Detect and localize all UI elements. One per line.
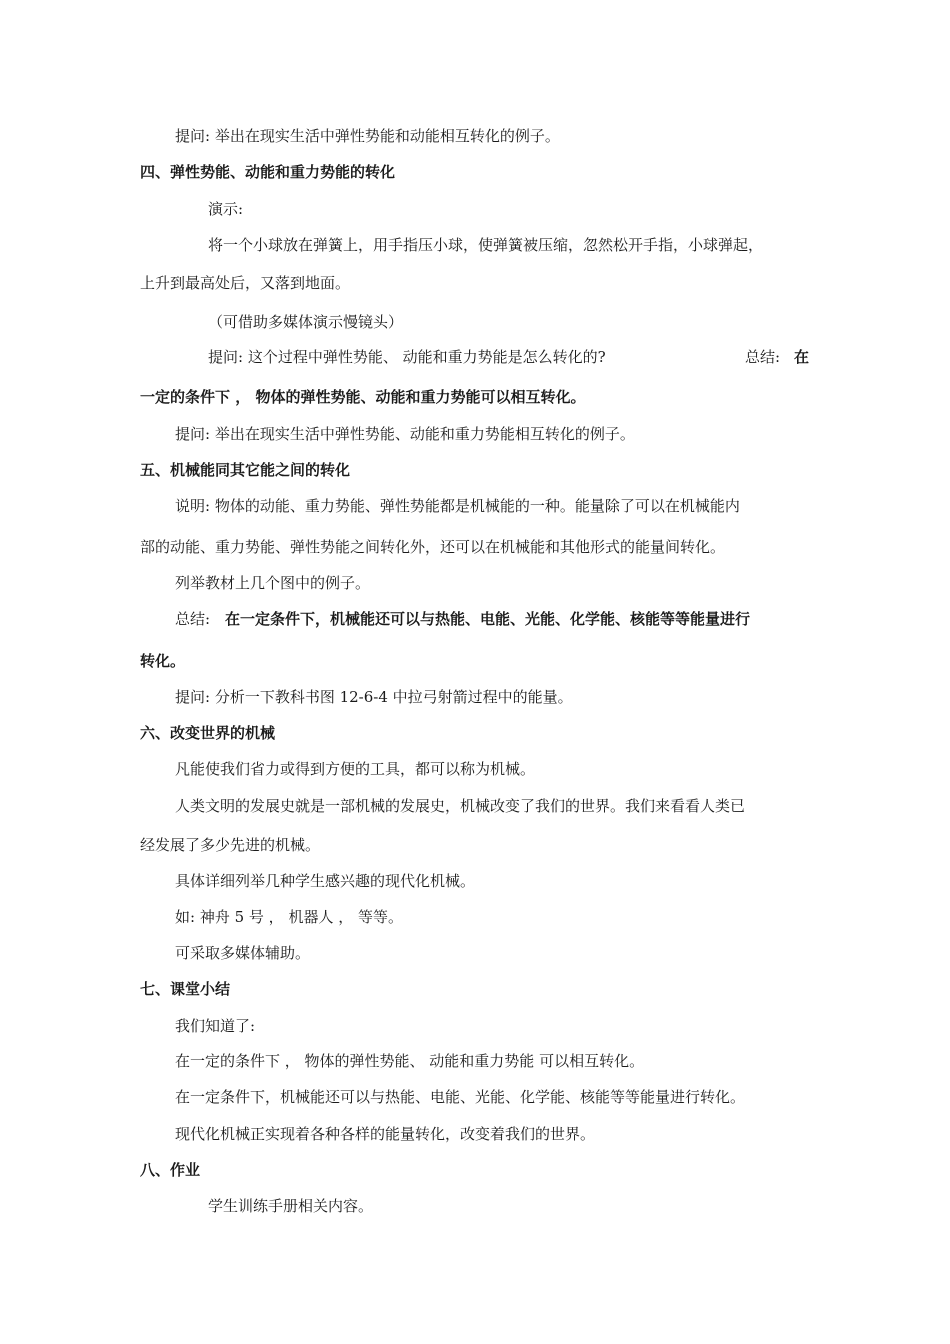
section-5-explain-line2: 部的动能、重力势能、弹性势能之间转化外，还可以在机械能和其他形式的能量间转化。: [140, 538, 726, 556]
section-5-summary-bold: 在一定条件下，机械能还可以与热能、电能、光能、化学能、核能等等能量进行: [225, 610, 751, 628]
demo-text-line1: 将一个小球放在弹簧上，用手指压小球，使弹簧被压缩，忽然松开手指，小球弹起，: [208, 236, 764, 254]
section-5-title: 五、机械能同其它能之间的转化: [140, 461, 351, 479]
section-4-question: 提问: 这个过程中弹性势能、 动能和重力势能是怎么转化的?: [208, 348, 606, 366]
section-7-title: 七、课堂小结: [140, 980, 231, 998]
section-4-summary-bold: 一定的条件下 ， 物体的弹性势能、动能和重力势能可以相互转化。: [140, 388, 586, 406]
section-7-para2: 在一定的条件下 ， 物体的弹性势能、 动能和重力势能 可以相互转化。: [175, 1052, 645, 1070]
section-7-para4: 现代化机械正实现着各种各样的能量转化，改变着我们的世界。: [175, 1125, 596, 1143]
section-7-para3: 在一定条件下，机械能还可以与热能、电能、光能、化学能、核能等等能量进行转化。: [175, 1088, 746, 1106]
section-6-para5: 可采取多媒体辅助。: [175, 944, 311, 962]
section-5-summary-bold-end: 转化。: [140, 652, 186, 670]
question-intro: 提问: 举出在现实生活中弹性势能和动能相互转化的例子。: [175, 127, 560, 145]
demo-label: 演示:: [208, 200, 244, 218]
section-6-para4: 如: 神舟 5 号 ， 机器人 ， 等等。: [175, 908, 403, 926]
section-4-summary-label: 总结:: [745, 348, 781, 366]
section-4-summary-bold-start: 在: [794, 348, 810, 366]
section-6-para2-line2: 经发展了多少先进的机械。: [140, 836, 321, 854]
section-5-summary-label: 总结:: [175, 610, 211, 628]
section-7-para1: 我们知道了:: [175, 1017, 256, 1035]
demo-text-line2: 上升到最高处后，又落到地面。: [140, 274, 351, 292]
section-6-para3: 具体详细列举几种学生感兴趣的现代化机械。: [175, 872, 476, 890]
section-6-para2-line1: 人类文明的发展史就是一部机械的发展史，机械改变了我们的世界。我们来看看人类已: [175, 797, 746, 815]
section-4-question2: 提问: 举出在现实生活中弹性势能、动能和重力势能相互转化的例子。: [175, 425, 635, 443]
section-5-question: 提问: 分析一下教科书图 12-6-4 中拉弓射箭过程中的能量。: [175, 688, 573, 706]
section-6-para1: 凡能使我们省力或得到方便的工具，都可以称为机械。: [175, 760, 536, 778]
section-4-title: 四、弹性势能、动能和重力势能的转化: [140, 163, 396, 181]
section-8-title: 八、作业: [140, 1161, 201, 1179]
section-5-list: 列举教材上几个图中的例子。: [175, 574, 371, 592]
multimedia-note: （可借助多媒体演示慢镜头）: [208, 313, 404, 331]
section-8-para1: 学生训练手册相关内容。: [208, 1197, 374, 1215]
section-5-explain-line1: 说明: 物体的动能、重力势能、弹性势能都是机械能的一种。能量除了可以在机械能内: [175, 497, 740, 515]
section-6-title: 六、改变世界的机械: [140, 724, 276, 742]
